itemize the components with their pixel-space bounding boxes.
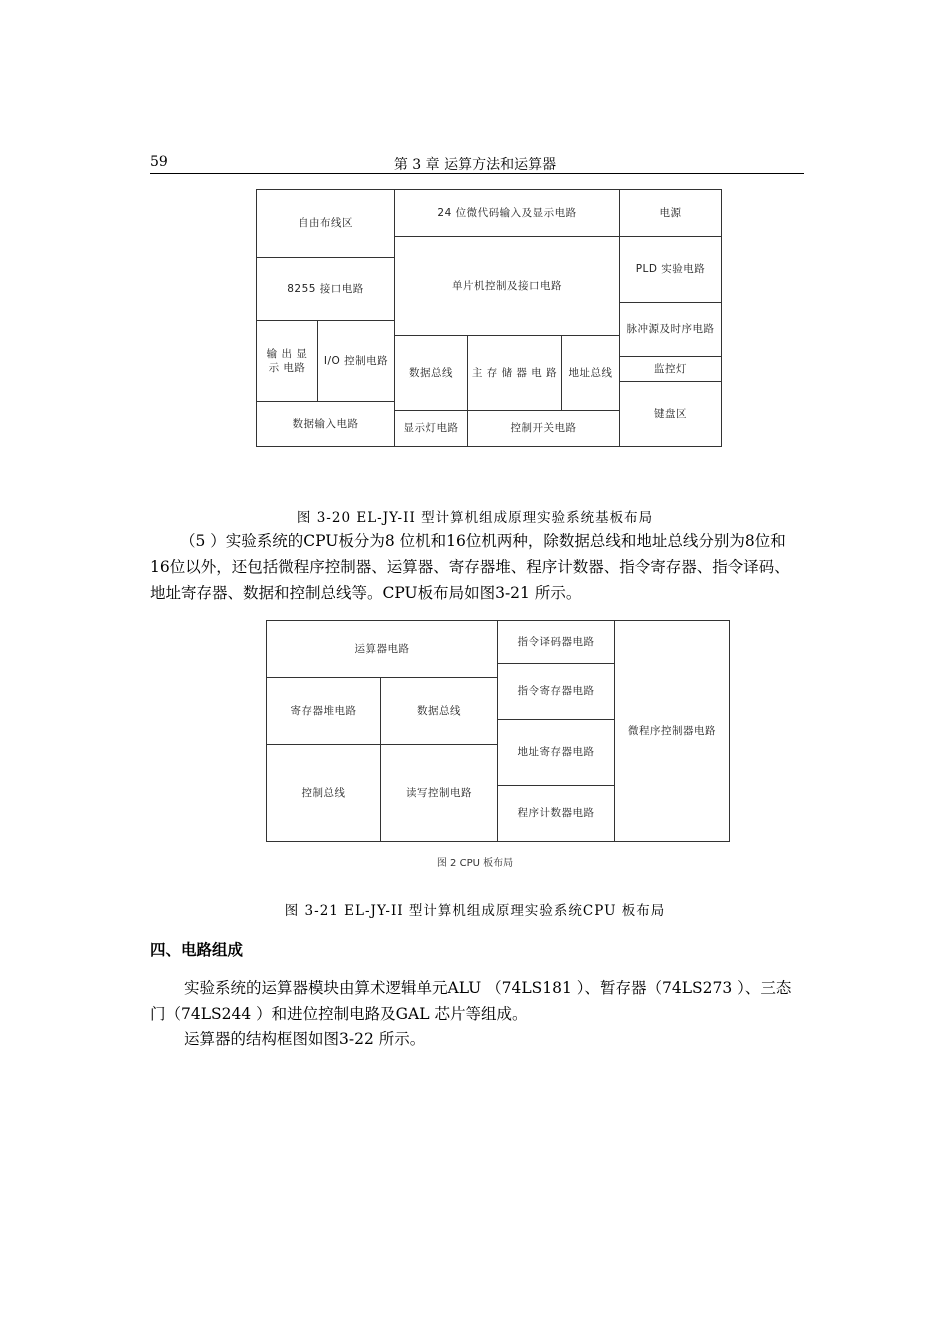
figure-3-21-caption: 图 3-21 EL-JY-II 型计算机组成原理实验系统CPU 板布局 — [284, 903, 666, 919]
cell-address-register: 地址寄存器电路 — [497, 719, 615, 786]
cell-control-bus: 控制总线 — [266, 744, 381, 842]
cell-mcu-control: 单片机控制及接口电路 — [394, 236, 620, 336]
cell-24bit-input-display: 24 位微代码输入及显示电路 — [394, 189, 620, 237]
cell-power: 电源 — [619, 189, 722, 237]
cell-data-bus: 数据总线 — [380, 677, 498, 745]
cell-register-file: 寄存器堆电路 — [266, 677, 381, 745]
paragraph-alu-module: 实验系统的运算器模块由算术逻辑单元ALU （74LS181 ）、暂存器（74LS273 ）、三态门（74LS244 ）和进位控制电路及GAL 芯片等组成。 — [150, 979, 792, 1023]
cell-program-counter: 程序计数器电路 — [497, 785, 615, 842]
paragraph-cpu-board: （5 ）实验系统的CPU板分为8 位机和16位机两种，除数据总线和地址总线分别为8位和16位以外，还包括微程序控制器、运算器、寄存器堆、程序计数器、指令寄存器、指令译码、地址寄存器、数据和控制总线等。CPU板布局如图3-21 所示。 — [150, 532, 790, 602]
cell-microprogram-controller: 微程序控制器电路 — [614, 620, 730, 842]
cell-io-control: I/O 控制电路 — [317, 320, 395, 402]
paragraph-structure-ref: 运算器的结构框图如图3-22 所示。 — [184, 1030, 426, 1048]
cell-free-wiring: 自由布线区 — [256, 189, 395, 258]
section-heading: 四、电路组成 — [150, 941, 244, 959]
cell-8255-port: 8255 接口电路 — [256, 257, 395, 321]
cell-monitor-light: 监控灯 — [619, 356, 722, 382]
cell-switch-control: 控制开关电路 — [467, 410, 620, 447]
cell-rw-control: 读写控制电路 — [380, 744, 498, 842]
cell-pulse-timing: 脉冲源及时序电路 — [619, 302, 722, 357]
cell-main-memory: 主 存 储 器 电 路 — [467, 335, 562, 411]
figure-3-20-caption: 图 3-20 EL-JY-II 型计算机组成原理实验系统基板布局 — [296, 510, 654, 526]
cell-address-bus: 地址总线 — [561, 335, 620, 411]
cell-keyboard: 键盘区 — [619, 381, 722, 447]
cpu-board-layout-diagram — [266, 620, 730, 842]
cell-instruction-decoder: 指令译码器电路 — [497, 620, 615, 664]
cell-pld-lab: PLD 实验电路 — [619, 236, 722, 303]
cell-output-display: 输 出 显 示 电路 — [256, 320, 318, 402]
chapter-title: 第 3 章 运算方法和运算器 — [393, 157, 557, 173]
page-number: 59 — [150, 154, 168, 170]
cell-data-input: 数据输入电路 — [256, 401, 395, 447]
baseboard-layout-diagram — [256, 189, 722, 447]
cell-data-bus: 数据总线 — [394, 335, 468, 411]
header-rule — [150, 173, 804, 174]
cell-alu: 运算器电路 — [266, 620, 498, 678]
cell-indicator-light: 显示灯电路 — [394, 410, 468, 447]
cell-instruction-register: 指令寄存器电路 — [497, 663, 615, 720]
figure-2-subcaption: 图 2 CPU 板布局 — [436, 858, 514, 869]
